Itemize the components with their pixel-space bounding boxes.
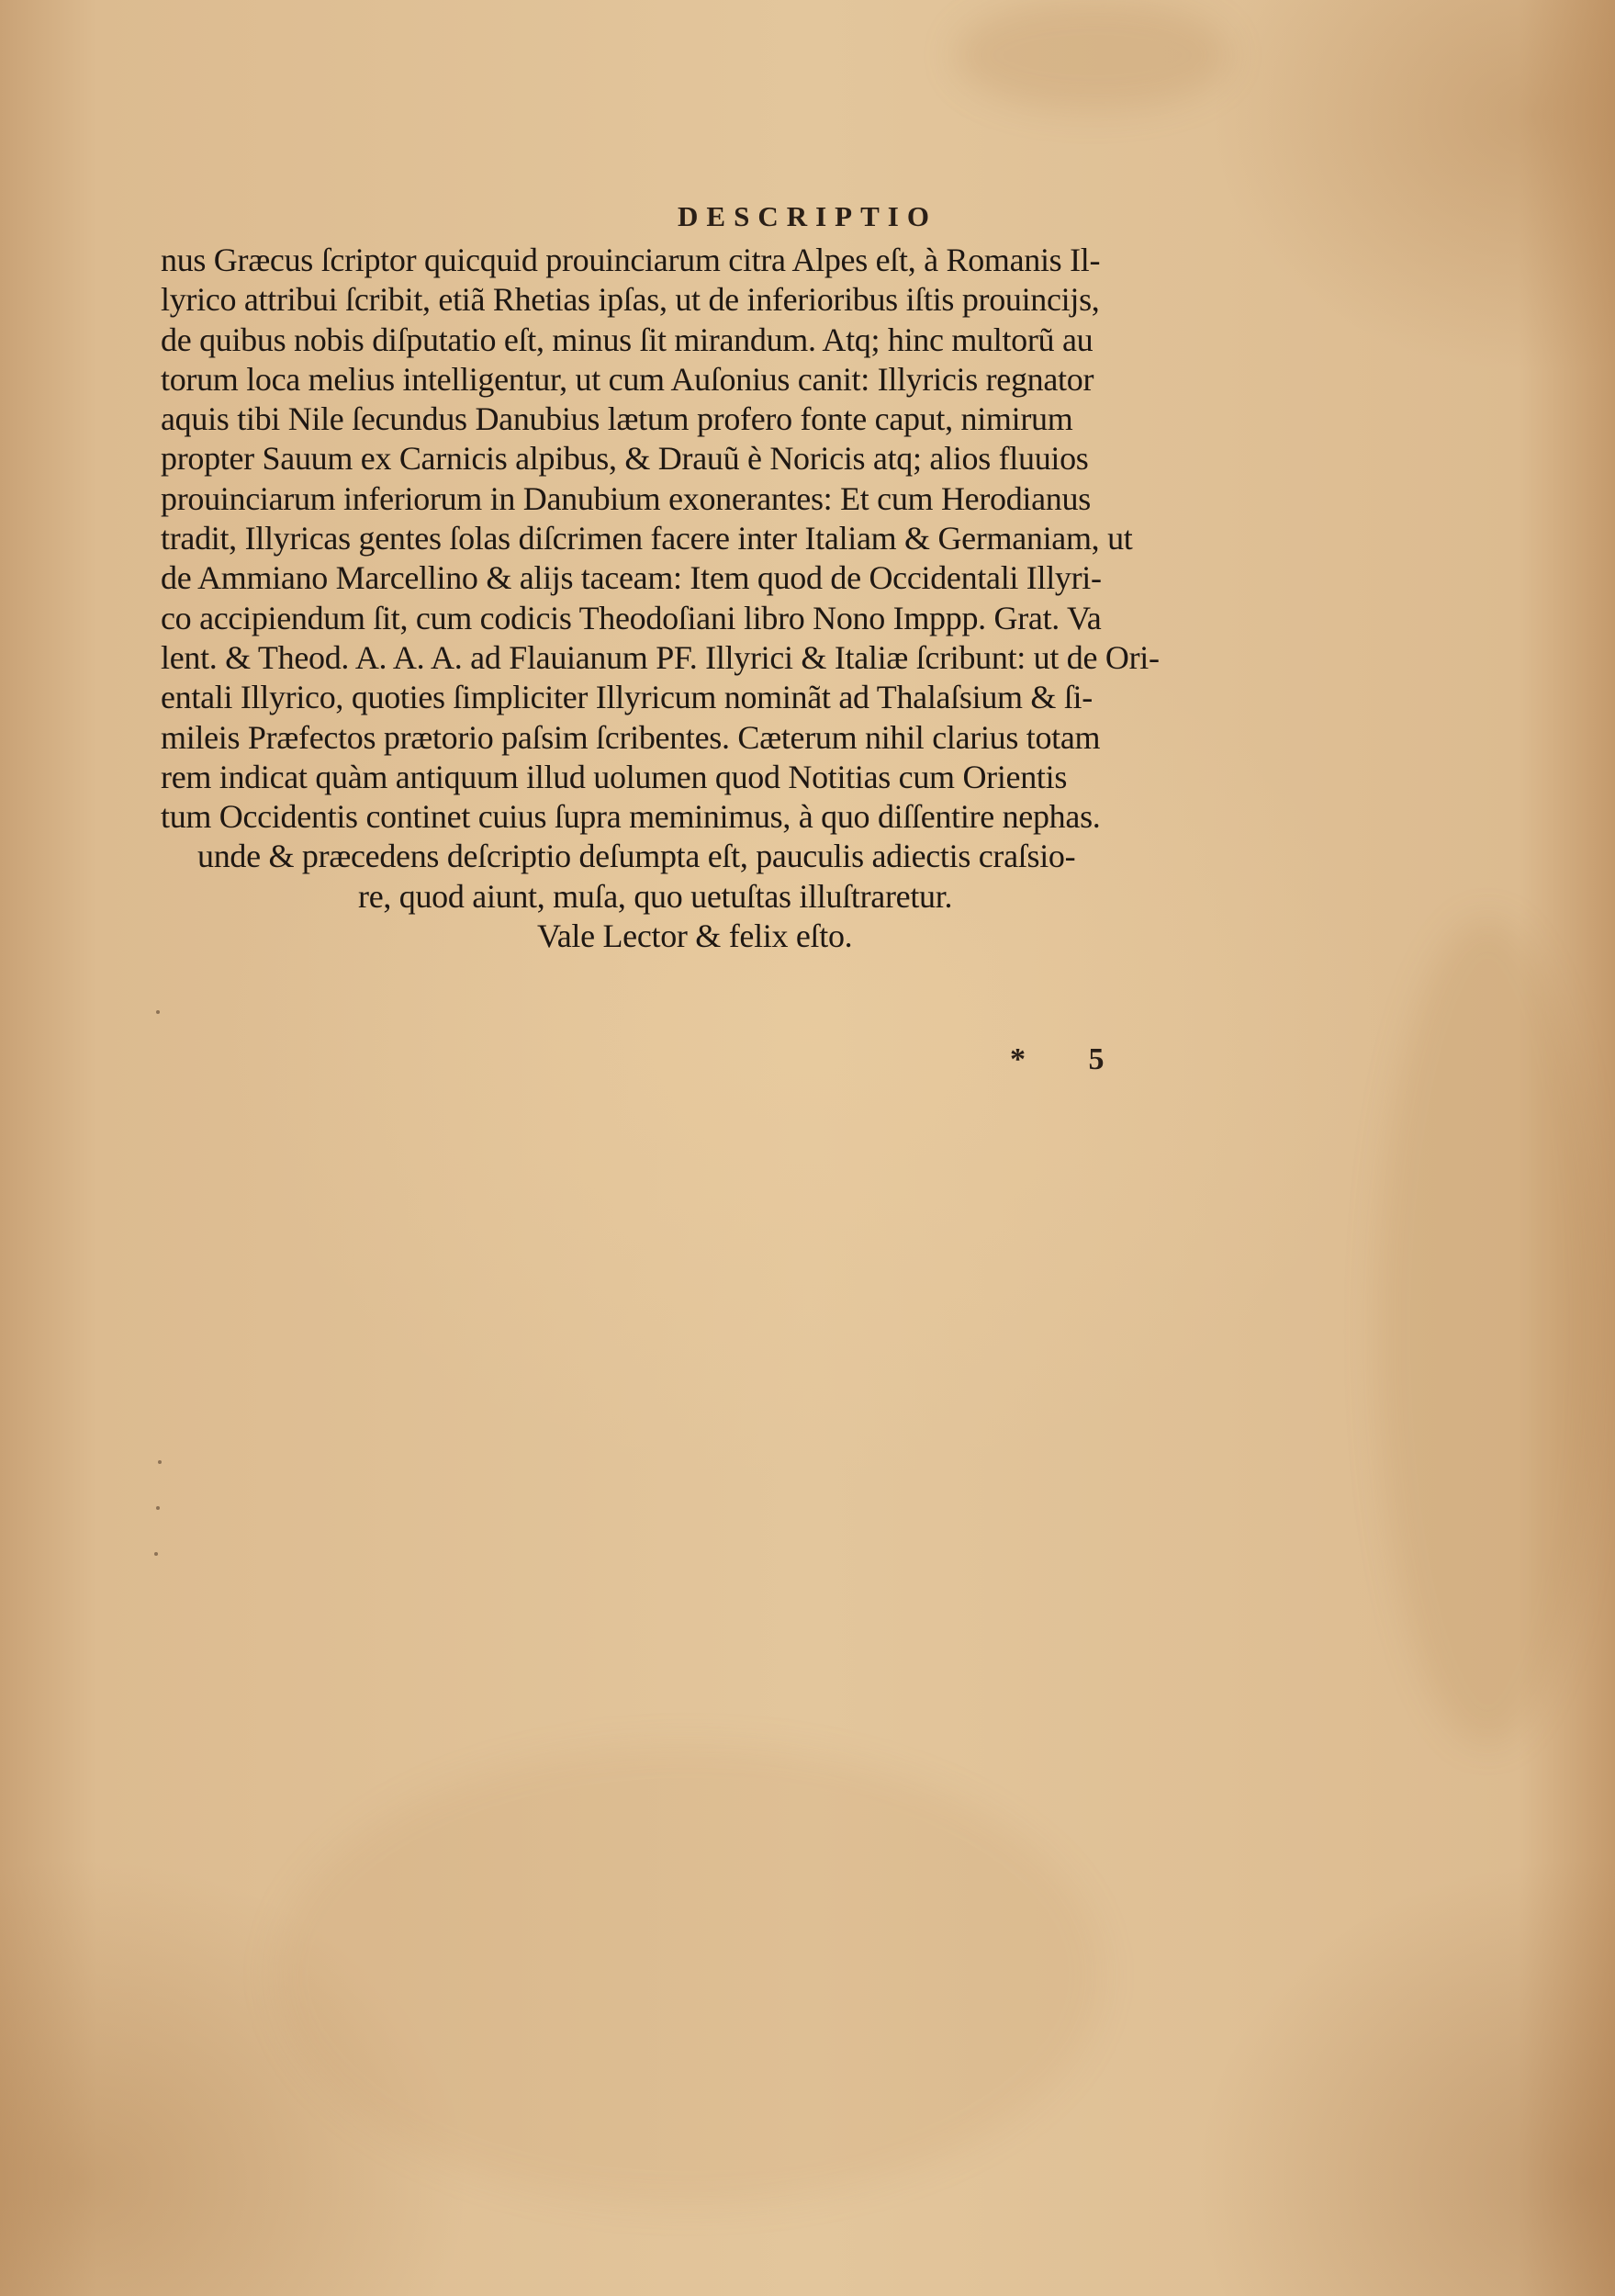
text-line: nus Græcus ſcriptor quicquid prouinciarum citra Alpes eſt, à Romanis Il- <box>161 242 1101 278</box>
text-line: propter Sauum ex Carnicis alpibus, & Drauũ è Noricis atq; alios fluuios <box>161 440 1089 478</box>
paper-stain <box>1377 918 1598 1745</box>
text-line: aquis tibi Nile ſecundus Danubius lætum profero fonte caput, nimirum <box>161 400 1073 438</box>
text-line: co accipiendum ſit, cum codicis Theodoſiani libro Nono Imppp. Grat. Va <box>161 599 1102 636</box>
running-head: DESCRIPTIO <box>678 200 937 232</box>
text-line: de quibus nobis diſputatio eſt, minus ſit mirandum. Atq; hinc multorũ au <box>161 321 1093 358</box>
text-line: rem indicat quàm antiquum illud uolumen quod Notitias cum Orientis <box>161 758 1068 795</box>
signature-mark: * 5 <box>1010 1042 1132 1076</box>
closing-line: Vale Lector & felix eſto. <box>537 917 853 955</box>
text-line: prouinciarum inferiorum in Danubium exonerantes: Et cum Herodianus <box>161 479 1091 517</box>
text-line: entali Illyrico, quoties ſimpliciter Illyricum nominãt ad Thalaſsium & ſi- <box>161 679 1093 716</box>
text-line: lent. & Theod. A. A. A. ad Flauianum PF. Illyrici & Italiæ ſcribunt: ut de Ori- <box>161 638 1160 676</box>
text-line: mileis Præfectos prætorio paſsim ſcribentes. Cæterum nihil clarius totam <box>161 718 1101 756</box>
paper-stain <box>955 0 1230 110</box>
text-line: torum loca melius intelligentur, ut cum Auſonius canit: Illyricis regnator <box>161 360 1094 398</box>
text-line: de Ammiano Marcellino & alijs taceam: Item quod de Occidentali Illyri- <box>161 559 1102 597</box>
text-line: tradit, Illyricas gentes ſolas diſcrimen facere inter Italiam & Germaniam, ut <box>161 520 1133 557</box>
paper-stain <box>275 1745 1102 2204</box>
text-line: lyrico attribui ſcribit, etiã Rhetias ipſas, ut de inferioribus iſtis prouincijs, <box>161 281 1100 319</box>
text-line: unde & præcedens deſcriptio deſumpta eſt, pauculis adiectis craſsio- <box>197 838 1076 875</box>
body-text <box>161 241 1285 956</box>
margin-speck <box>156 1010 160 1014</box>
text-line: tum Occidentis continet cuius ſupra meminimus, à quo diſſentire nephas. <box>161 798 1101 836</box>
margin-speck <box>158 1460 162 1464</box>
margin-speck <box>156 1506 160 1510</box>
text-line: re, quod aiunt, muſa, quo uetuſtas illuſtraretur. <box>358 877 953 915</box>
margin-speck <box>154 1552 158 1556</box>
